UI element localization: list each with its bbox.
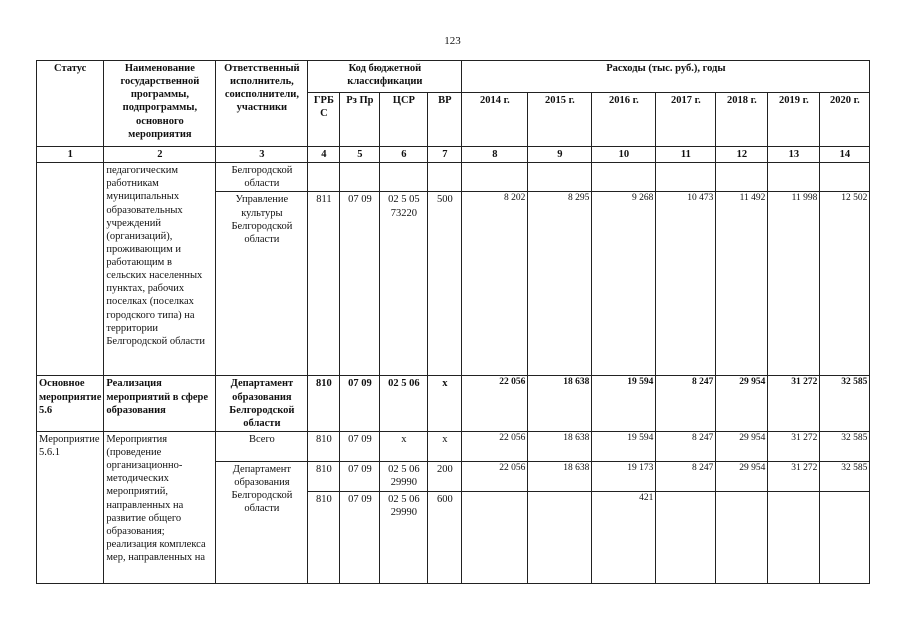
header-year: 2016 г. xyxy=(592,93,656,147)
column-number: 12 xyxy=(716,147,768,163)
column-number: 6 xyxy=(380,147,428,163)
value-cell: 22 056 xyxy=(462,376,528,432)
value-cell: 8 295 xyxy=(528,192,592,376)
column-number: 11 xyxy=(656,147,716,163)
column-number: 7 xyxy=(428,147,462,163)
executor-cell: Управление культуры Белгородской области xyxy=(216,192,308,376)
value-cell: 31 272 xyxy=(768,376,820,432)
column-number: 8 xyxy=(462,147,528,163)
header-status: Статус xyxy=(37,61,104,147)
value-cell: 32 585 xyxy=(820,461,870,491)
name-cell: педагогическим работникам муниципальных образовательных учреждений (организаций), проживающим и работающим в сельских населенных пунктах, рабочих поселках (поселках городского типа) на территории Белгородской области xyxy=(104,163,216,376)
grbs-cell: 810 xyxy=(308,376,340,432)
grbs-cell: 810 xyxy=(308,431,340,461)
column-number: 9 xyxy=(528,147,592,163)
rzpr-cell: 07 09 xyxy=(340,376,380,432)
value-cell: 19 594 xyxy=(592,376,656,432)
value-cell xyxy=(592,163,656,192)
executor-cell: Всего xyxy=(216,431,308,461)
csr-cell: х xyxy=(380,431,428,461)
value-cell: 8 202 xyxy=(462,192,528,376)
value-cell: 421 xyxy=(592,491,656,583)
table-row xyxy=(37,431,870,461)
header-expenses: Расходы (тыс. руб.), годы xyxy=(462,61,870,93)
header-rzpr: Рз Пр xyxy=(340,93,380,147)
header-year: 2018 г. xyxy=(716,93,768,147)
value-cell: 31 272 xyxy=(768,461,820,491)
name-cell: Мероприятия (проведение организационно-методических мероприятий, направленных на развитие общего образования; реализация комплекса мер, направленных на xyxy=(104,431,216,583)
executor-cell: Департамент образования Белгородской области xyxy=(216,376,308,432)
header-code: Код бюджетной классификации xyxy=(308,61,462,93)
status-cell xyxy=(37,163,104,376)
header-grbs: ГРБ С xyxy=(308,93,340,147)
column-number: 4 xyxy=(308,147,340,163)
vr-cell: 200 xyxy=(428,461,462,491)
table-row xyxy=(37,163,870,192)
csr-cell xyxy=(380,163,428,192)
column-number: 2 xyxy=(104,147,216,163)
value-cell xyxy=(528,491,592,583)
value-cell: 11 998 xyxy=(768,192,820,376)
value-cell xyxy=(716,163,768,192)
value-cell: 32 585 xyxy=(820,431,870,461)
column-number: 13 xyxy=(768,147,820,163)
csr-cell: 02 5 06 xyxy=(380,376,428,432)
header-year: 2015 г. xyxy=(528,93,592,147)
value-cell: 32 585 xyxy=(820,376,870,432)
column-number: 14 xyxy=(820,147,870,163)
grbs-cell: 810 xyxy=(308,461,340,491)
value-cell xyxy=(656,491,716,583)
csr-cell: 02 5 06 29990 xyxy=(380,461,428,491)
value-cell: 8 247 xyxy=(656,431,716,461)
value-cell: 29 954 xyxy=(716,461,768,491)
table-row xyxy=(37,376,870,432)
column-number: 10 xyxy=(592,147,656,163)
value-cell: 11 492 xyxy=(716,192,768,376)
grbs-cell: 811 xyxy=(308,192,340,376)
csr-cell: 02 5 05 73220 xyxy=(380,192,428,376)
budget-table xyxy=(36,60,870,584)
column-number: 1 xyxy=(37,147,104,163)
name-cell: Реализация мероприятий в сфере образования xyxy=(104,376,216,432)
executor-cell: Департамент образования Белгородской области xyxy=(216,461,308,583)
value-cell: 22 056 xyxy=(462,431,528,461)
page-number: 123 xyxy=(444,35,461,47)
value-cell xyxy=(462,491,528,583)
vr-cell: х xyxy=(428,376,462,432)
executor-cell: Белгородской области xyxy=(216,163,308,192)
value-cell: 19 173 xyxy=(592,461,656,491)
column-number: 5 xyxy=(340,147,380,163)
value-cell xyxy=(768,163,820,192)
value-cell: 31 272 xyxy=(768,431,820,461)
header-executor: Ответственный исполнитель, соисполнители, участники xyxy=(216,61,308,147)
value-cell: 18 638 xyxy=(528,376,592,432)
value-cell: 12 502 xyxy=(820,192,870,376)
rzpr-cell xyxy=(340,163,380,192)
rzpr-cell: 07 09 xyxy=(340,491,380,583)
header-row xyxy=(37,61,870,93)
header-year: 2020 г. xyxy=(820,93,870,147)
grbs-cell xyxy=(308,163,340,192)
header-year: 2017 г. xyxy=(656,93,716,147)
status-cell: Основное мероприятие 5.6 xyxy=(37,376,104,432)
value-cell: 22 056 xyxy=(462,461,528,491)
value-cell: 18 638 xyxy=(528,461,592,491)
value-cell xyxy=(768,491,820,583)
value-cell: 29 954 xyxy=(716,376,768,432)
header-year: 2014 г. xyxy=(462,93,528,147)
vr-cell xyxy=(428,163,462,192)
value-cell xyxy=(462,163,528,192)
header-vr: ВР xyxy=(428,93,462,147)
value-cell xyxy=(820,163,870,192)
value-cell: 18 638 xyxy=(528,431,592,461)
value-cell xyxy=(656,163,716,192)
value-cell: 8 247 xyxy=(656,376,716,432)
vr-cell: х xyxy=(428,431,462,461)
header-csr: ЦСР xyxy=(380,93,428,147)
value-cell xyxy=(716,491,768,583)
value-cell: 19 594 xyxy=(592,431,656,461)
value-cell: 9 268 xyxy=(592,192,656,376)
column-number-row xyxy=(37,147,870,163)
rzpr-cell: 07 09 xyxy=(340,431,380,461)
column-number: 3 xyxy=(216,147,308,163)
value-cell: 10 473 xyxy=(656,192,716,376)
vr-cell: 500 xyxy=(428,192,462,376)
value-cell xyxy=(820,491,870,583)
value-cell xyxy=(528,163,592,192)
rzpr-cell: 07 09 xyxy=(340,192,380,376)
status-cell: Мероприятие 5.6.1 xyxy=(37,431,104,583)
header-name: Наименование государственной программы, подпрограммы, основного мероприятия xyxy=(104,61,216,147)
value-cell: 29 954 xyxy=(716,431,768,461)
csr-cell: 02 5 06 29990 xyxy=(380,491,428,583)
value-cell: 8 247 xyxy=(656,461,716,491)
grbs-cell: 810 xyxy=(308,491,340,583)
rzpr-cell: 07 09 xyxy=(340,461,380,491)
header-year: 2019 г. xyxy=(768,93,820,147)
vr-cell: 600 xyxy=(428,491,462,583)
